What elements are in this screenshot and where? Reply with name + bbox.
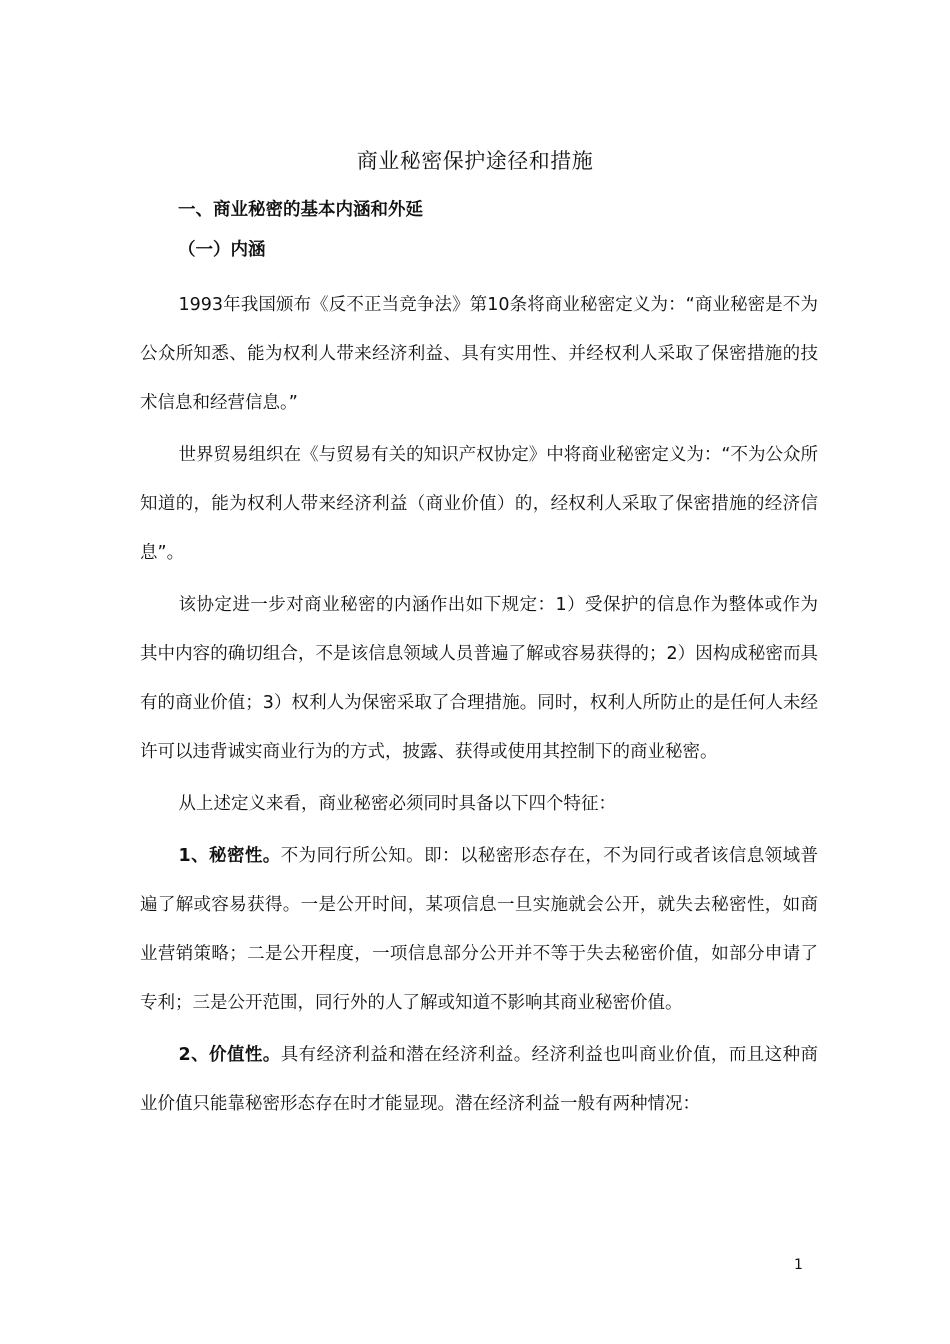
paragraph-agreement-provisions: 该协定进一步对商业秘密的内涵作出如下规定：1）受保护的信息作为整体或作为其中内容的确切组合，不是该信息领域人员普遍了解或容易获得的；2）因构成秘密而具有的商业价值；3）权利人为保密采取了合理措施。同时，权利人所防止的是任何人未经许可以违背诚实商业行为的方式，披露、获得或使用其控制下的商业秘密。 [140,595,818,762]
feature-secrecy-label: 1、秘密性。 [178,846,281,866]
document-title: 商业秘密保护途径和措施 [356,149,594,173]
paragraph-feature-secrecy [140,832,818,1028]
subsection-heading: （一）内涵 [178,240,266,260]
page-number: 1 [794,1257,803,1273]
paragraph-feature-value [140,1031,818,1129]
section-heading: 一、商业秘密的基本内涵和外延 [178,200,423,220]
paragraph-definition-china: 1993年我国颁布《反不正当竞争法》第10条将商业秘密定义为：“商业秘密是不为公众所知悉、能为权利人带来经济利益、具有实用性、并经权利人采取了保密措施的技术信息和经营信息。” [140,295,818,413]
body-text [140,281,818,1132]
feature-value-text: 具有经济利益和潜在经济利益。经济利益也叫商业价值，而且这种商业价值只能靠秘密形态存在时才能显现。潜在经济利益一般有两种情况： [140,1045,818,1114]
paragraph-definition-wto: 世界贸易组织在《与贸易有关的知识产权协定》中将商业秘密定义为：“不为公众所知道的，能为权利人带来经济利益（商业价值）的，经权利人采取了保密措施的经济信息”。 [140,445,818,563]
feature-value-label: 2、价值性。 [178,1045,281,1065]
feature-secrecy-text: 不为同行所公知。即：以秘密形态存在，不为同行或者该信息领域普遍了解或容易获得。一是公开时间，某项信息一旦实施就会公开，就失去秘密性，如商业营销策略；二是公开程度，一项信息部分公开并不等于失去秘密价值，如部分申请了专利；三是公开范围，同行外的人了解或知道不影响其商业秘密价值。 [140,846,818,1013]
paragraph-four-features-intro: 从上述定义来看，商业秘密必须同时具备以下四个特征： [178,794,616,814]
